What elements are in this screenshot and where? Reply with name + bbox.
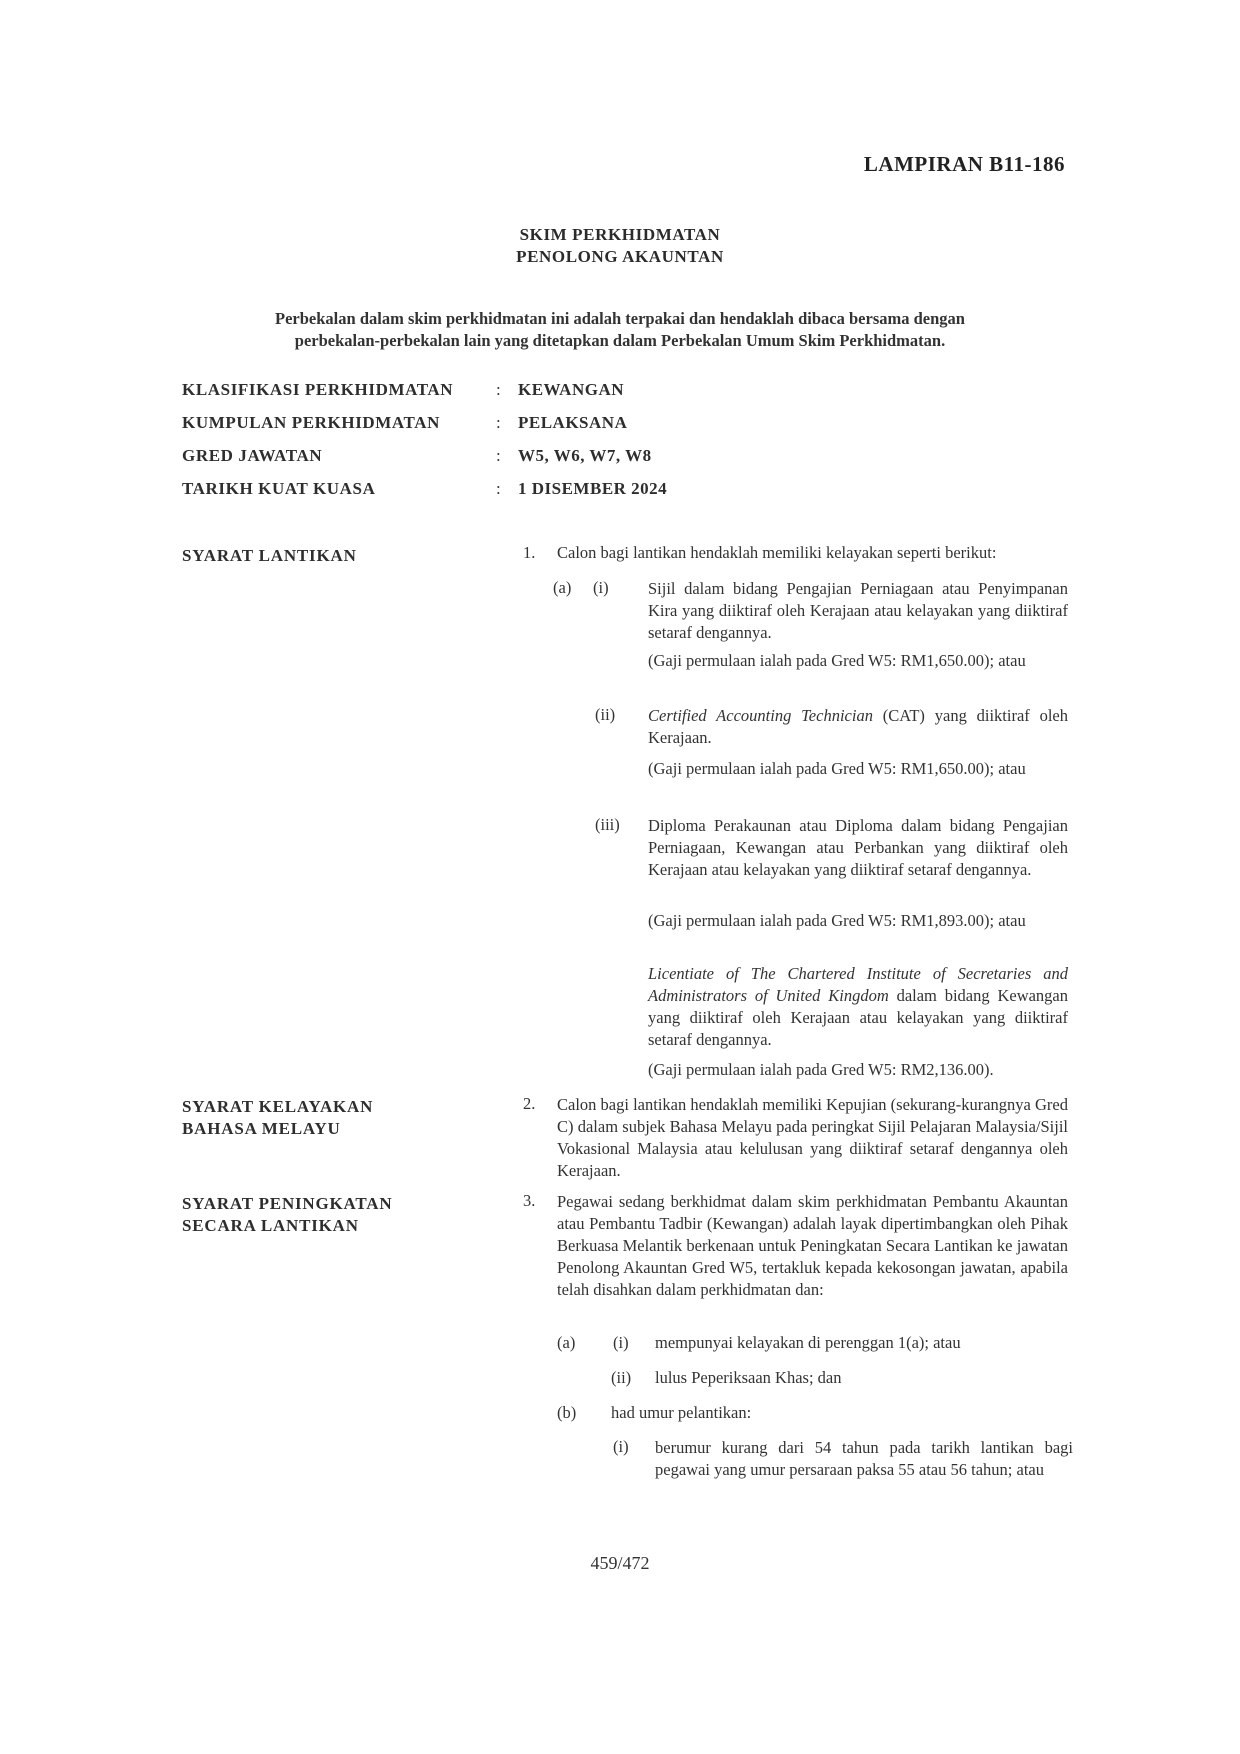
info-value-kumpulan: PELAKSANA	[518, 413, 628, 432]
heading-syarat-kelayakan	[182, 1096, 373, 1140]
info-colon: :	[496, 380, 501, 399]
info-label-kumpulan: KUMPULAN PERKHIDMATAN	[182, 413, 440, 432]
item-iii-text: Diploma Perakaunan atau Diploma dalam bidang Pengajian Perniagaan, Kewangan atau Perbankan yang diiktiraf oleh Kerajaan atau kelayakan yang diiktiraf setaraf dengannya.	[648, 816, 1068, 879]
heading-syarat-kelayakan-line-1: SYARAT KELAYAKAN	[182, 1097, 374, 1116]
item-ii-number: (ii)	[595, 705, 616, 724]
heading-syarat-peningkatan-line-2: SECARA LANTIKAN	[182, 1216, 359, 1235]
page-number: 459/472	[590, 1553, 650, 1573]
appendix-label: LAMPIRAN B11-186	[863, 152, 1065, 176]
item-iii-salary-2: (Gaji permulaan ialah pada Gred W5: RM2,136.00).	[648, 1060, 994, 1079]
title-line-1: SKIM PERKHIDMATAN	[519, 225, 721, 244]
section-1-text: Calon bagi lantikan hendaklah memiliki kelayakan seperti berikut:	[557, 543, 997, 562]
section-3-a-ii-number: (ii)	[611, 1368, 632, 1387]
info-label-klasifikasi: KLASIFIKASI PERKHIDMATAN	[182, 380, 454, 399]
item-i-salary: (Gaji permulaan ialah pada Gred W5: RM1,650.00); atau	[648, 651, 1026, 670]
info-colon: :	[496, 479, 501, 498]
item-iii-italic: Licentiate of The Chartered Institute of Secretaries and Administrators of United Kingdom	[648, 964, 1068, 1005]
info-colon: :	[496, 446, 501, 465]
section-3-number: 3.	[523, 1191, 536, 1210]
info-value-gred: W5, W6, W7, W8	[518, 446, 652, 465]
item-ii-text	[648, 705, 1068, 749]
section-1-number: 1.	[523, 543, 536, 562]
item-iii-rest: dalam bidang Kewangan yang diiktiraf oleh Kerajaan atau kelayakan yang diiktiraf setaraf dengannya.	[648, 986, 1069, 1049]
item-i-number: (i)	[593, 578, 609, 597]
heading-syarat-peningkatan	[182, 1193, 392, 1237]
section-2-number: 2.	[523, 1094, 536, 1113]
info-label-gred: GRED JAWATAN	[182, 446, 323, 465]
intro-line-2: perbekalan-perbekalan lain yang ditetapkan dalam Perbekalan Umum Skim Perkhidmatan.	[294, 331, 946, 350]
item-iii-number: (iii)	[595, 815, 620, 834]
section-3-a-label: (a)	[557, 1333, 576, 1352]
heading-syarat-lantikan: SYARAT LANTIKAN	[182, 546, 357, 565]
item-iii-text-2	[648, 963, 1068, 1051]
item-ii-salary: (Gaji permulaan ialah pada Gred W5: RM1,650.00); atau	[648, 759, 1026, 778]
section-3-a-ii-text: lulus Peperiksaan Khas; dan	[655, 1368, 842, 1387]
section-3-a-i-text: mempunyai kelayakan di perenggan 1(a); atau	[655, 1333, 961, 1352]
item-i-text: Sijil dalam bidang Pengajian Perniagaan atau Penyimpanan Kira yang diiktiraf oleh Kerajaan atau kelayakan yang diiktiraf setaraf dengannya.	[648, 579, 1068, 642]
section-3-a-i-number: (i)	[613, 1333, 629, 1352]
section-3-text: Pegawai sedang berkhidmat dalam skim perkhidmatan Pembantu Akauntan atau Pembantu Tadbir (Kewangan) adalah layak dipertimbangkan oleh Pihak Berkuasa Melantik berkenaan untuk Peningkatan Secara Lantikan ke jawatan Penolong Akauntan Gred W5, tertakluk kepada kekosongan jawatan, apabila telah disahkan dalam perkhidmatan dan:	[557, 1192, 1068, 1299]
section-3-b-label: (b)	[557, 1403, 577, 1422]
intro-line-1: Perbekalan dalam skim perkhidmatan ini adalah terpakai dan hendaklah dibaca bersama dengan	[275, 309, 965, 328]
heading-syarat-kelayakan-line-2: BAHASA MELAYU	[182, 1119, 341, 1138]
info-value-klasifikasi: KEWANGAN	[518, 380, 625, 399]
info-colon: :	[496, 413, 501, 432]
section-3-b-i-number: (i)	[613, 1437, 629, 1456]
section-3-b-text: had umur pelantikan:	[611, 1403, 752, 1422]
item-ii-rest: (CAT) yang diiktiraf oleh Kerajaan.	[648, 706, 1069, 747]
info-value-tarikh: 1 DISEMBER 2024	[518, 479, 668, 498]
section-2-text: Calon bagi lantikan hendaklah memiliki Kepujian (sekurang-kurangnya Gred C) dalam subjek Bahasa Melayu pada peringkat Sijil Pelajaran Malaysia/Sijil Vokasional Malaysia atau kelulusan yang diiktiraf setaraf dengannya oleh Kerajaan.	[557, 1095, 1068, 1180]
item-ii-italic: Certified Accounting Technician	[648, 706, 873, 725]
item-iii-salary: (Gaji permulaan ialah pada Gred W5: RM1,893.00); atau	[648, 911, 1026, 930]
info-label-tarikh: TARIKH KUAT KUASA	[182, 479, 376, 498]
section-1-a-label: (a)	[553, 578, 572, 597]
title-line-2: PENOLONG AKAUNTAN	[516, 247, 724, 266]
section-3-b-i-text: berumur kurang dari 54 tahun pada tarikh lantikan bagi pegawai yang umur persaraan paksa 55 atau 56 tahun; atau	[655, 1438, 1073, 1479]
heading-syarat-peningkatan-line-1: SYARAT PENINGKATAN	[182, 1194, 393, 1213]
